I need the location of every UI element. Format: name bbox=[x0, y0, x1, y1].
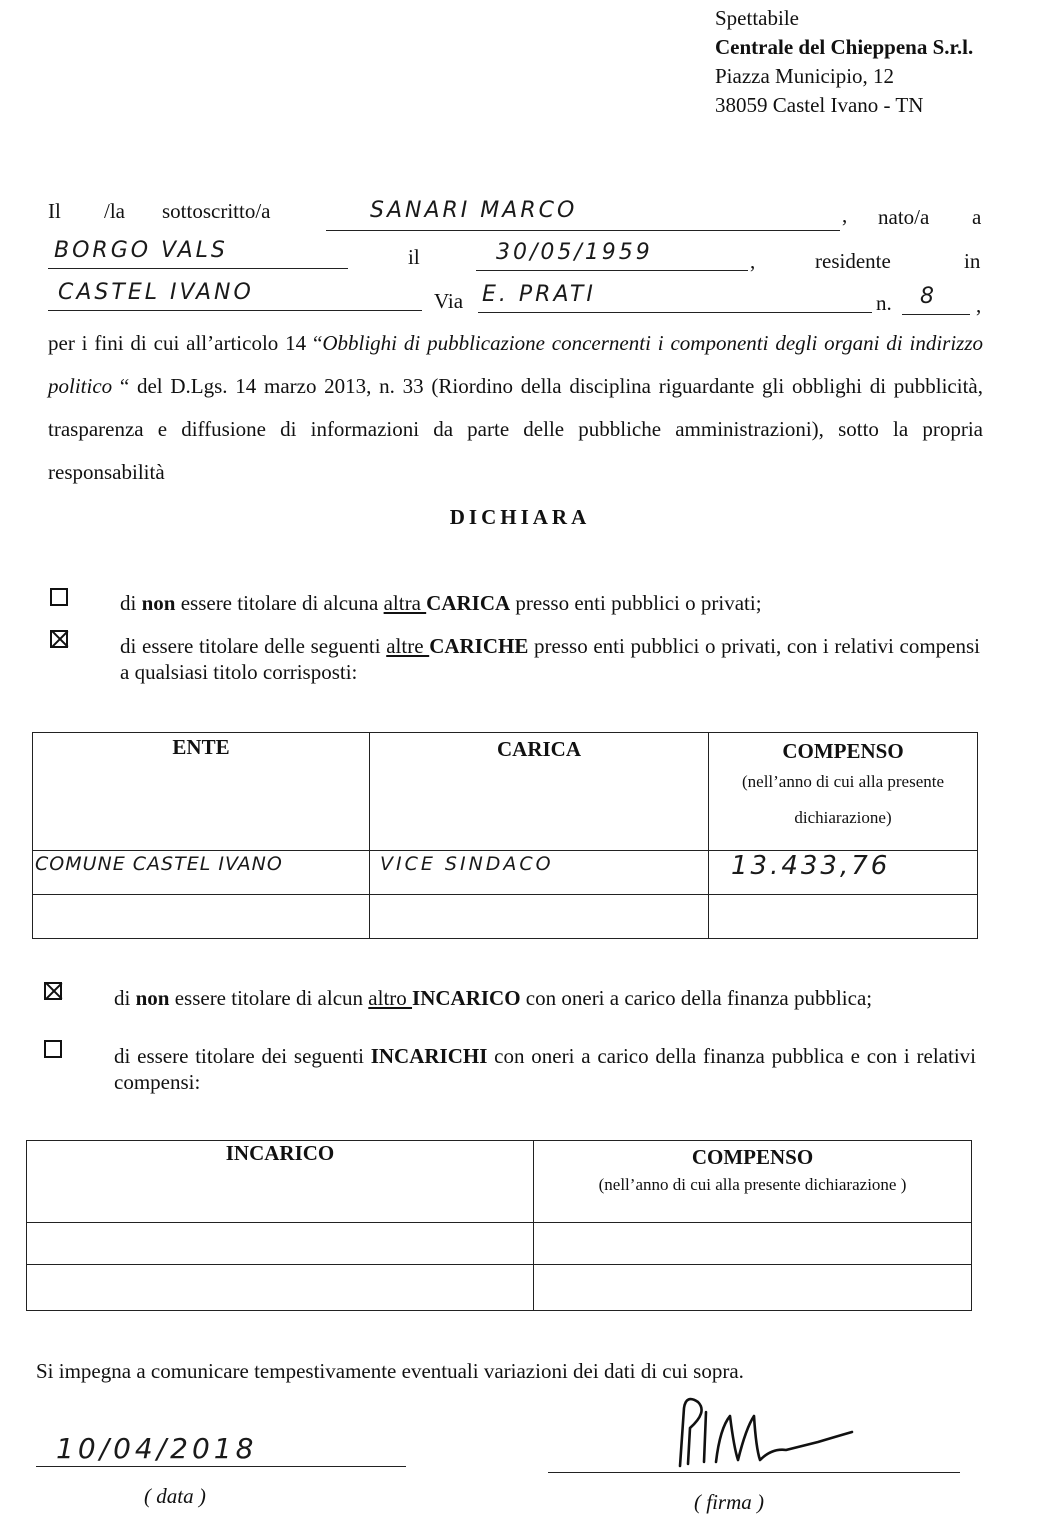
option-incarichi: di essere titolare dei seguenti INCARICHI con oneri a carico della finanza pubblica e con i relativi compensi: bbox=[114, 1044, 976, 1094]
name-field[interactable] bbox=[326, 198, 840, 231]
cell-ente[interactable] bbox=[33, 895, 370, 939]
signature-caption: ( firma ) bbox=[694, 1490, 764, 1514]
residence-field[interactable] bbox=[48, 280, 422, 311]
label-la: /la bbox=[104, 199, 125, 223]
number-field[interactable] bbox=[902, 284, 970, 315]
street-value: E. PRATI bbox=[482, 282, 596, 307]
name-value: SANARI MARCO bbox=[370, 198, 578, 223]
cell-compenso[interactable]: 13.433,76 bbox=[709, 851, 978, 895]
paragraph-part-2: “ del D.Lgs. 14 marzo 2013, n. 33 (Riordino della disciplina riguardante gli obblighi di pubblicità, trasparenza e diffusione di informazioni da parte delle pubbliche amministrazioni), sotto la propria responsabilità bbox=[48, 374, 983, 484]
incarichi-table bbox=[26, 1140, 972, 1311]
paragraph-italic-title: Obblighi di pubblicazione concernenti i componenti degli organi di indirizzo politico bbox=[48, 331, 984, 398]
cell-ente[interactable]: COMUNE CASTEL IVANO bbox=[33, 851, 370, 895]
label-il-date: il bbox=[408, 245, 420, 269]
table-row bbox=[27, 1223, 972, 1265]
birthdate-value: 30/05/1959 bbox=[496, 240, 653, 265]
checkbox-no-incarico[interactable] bbox=[44, 982, 62, 1000]
cell-carica[interactable] bbox=[370, 895, 709, 939]
checkbox-no-carica[interactable] bbox=[50, 588, 68, 606]
comma-1: , bbox=[842, 203, 848, 227]
label-residente: residente bbox=[815, 249, 891, 273]
header-carica: CARICA bbox=[370, 733, 709, 851]
label-il: Il bbox=[48, 199, 61, 223]
recipient-address bbox=[715, 4, 973, 120]
label-via: Via bbox=[434, 289, 464, 313]
checkbox-altre-cariche[interactable] bbox=[50, 630, 68, 648]
signature-field[interactable] bbox=[548, 1428, 960, 1473]
cell-incarico[interactable] bbox=[27, 1265, 534, 1311]
cell-compenso[interactable] bbox=[534, 1265, 972, 1311]
header-compenso-sub: (nell’anno di cui alla presente dichiarazione) bbox=[741, 772, 945, 827]
recipient-salutation: Spettabile bbox=[715, 6, 799, 30]
table-row bbox=[27, 1265, 972, 1311]
signature-image bbox=[668, 1388, 868, 1472]
label-sottoscritto: sottoscritto/a bbox=[162, 199, 271, 223]
cell-compenso[interactable] bbox=[709, 895, 978, 939]
option-altre-cariche: di essere titolare delle seguenti altre CARICHE presso enti pubblici o privati, con i relativi compensi a qualsiasi titolo corrisposti: bbox=[120, 634, 980, 684]
birthplace-field[interactable] bbox=[48, 238, 348, 269]
birthplace-value: BORGO VALS bbox=[54, 238, 228, 263]
number-value: 8 bbox=[920, 284, 937, 309]
header-incarico: INCARICO bbox=[27, 1141, 534, 1223]
residence-value: CASTEL IVANO bbox=[58, 280, 254, 305]
table-row bbox=[33, 895, 978, 939]
legal-paragraph bbox=[48, 322, 983, 494]
option-no-carica: di non essere titolare di alcuna altra CARICA presso enti pubblici o privati; bbox=[120, 591, 762, 615]
date-caption: ( data ) bbox=[144, 1484, 206, 1508]
street-field[interactable] bbox=[478, 282, 872, 313]
option-no-incarico: di non essere titolare di alcun altro INCARICO con oneri a carico della finanza pubblica; bbox=[114, 986, 873, 1010]
birthdate-field[interactable] bbox=[476, 240, 748, 271]
cell-compenso[interactable] bbox=[534, 1223, 972, 1265]
commitment-text: Si impegna a comunicare tempestivamente eventuali variazioni dei dati di cui sopra. bbox=[36, 1359, 744, 1383]
label-in: in bbox=[964, 249, 981, 273]
cariche-table bbox=[32, 732, 978, 939]
label-n: n. bbox=[876, 291, 892, 315]
date-value: 10/04/2018 bbox=[56, 1432, 258, 1465]
recipient-company: Centrale del Chieppena S.r.l. bbox=[715, 35, 974, 59]
header-compenso-2: COMPENSO (nell’anno di cui alla presente dichiarazione ) bbox=[534, 1141, 972, 1223]
label-a: a bbox=[972, 205, 982, 229]
header-compenso-2-sub: (nell’anno di cui alla presente dichiarazione ) bbox=[598, 1175, 907, 1194]
recipient-city: 38059 Castel Ivano - TN bbox=[715, 93, 924, 117]
recipient-street: Piazza Municipio, 12 bbox=[715, 64, 895, 88]
checkbox-incarichi[interactable] bbox=[44, 1040, 62, 1058]
table-row bbox=[33, 851, 978, 895]
cell-carica[interactable]: VICE SINDACO bbox=[370, 851, 709, 895]
paragraph-part-1: per i fini di cui all’articolo 14 “ bbox=[48, 331, 323, 355]
header-compenso: COMPENSO (nell’anno di cui alla presente dichiarazione) bbox=[709, 733, 978, 851]
heading-dichiara: DICHIARA bbox=[449, 505, 591, 529]
comma-2: , bbox=[750, 249, 756, 273]
cell-incarico[interactable] bbox=[27, 1223, 534, 1265]
header-ente: ENTE bbox=[33, 733, 370, 851]
date-field[interactable] bbox=[36, 1428, 406, 1467]
label-nato: nato/a bbox=[878, 205, 930, 229]
comma-3: , bbox=[976, 293, 982, 317]
